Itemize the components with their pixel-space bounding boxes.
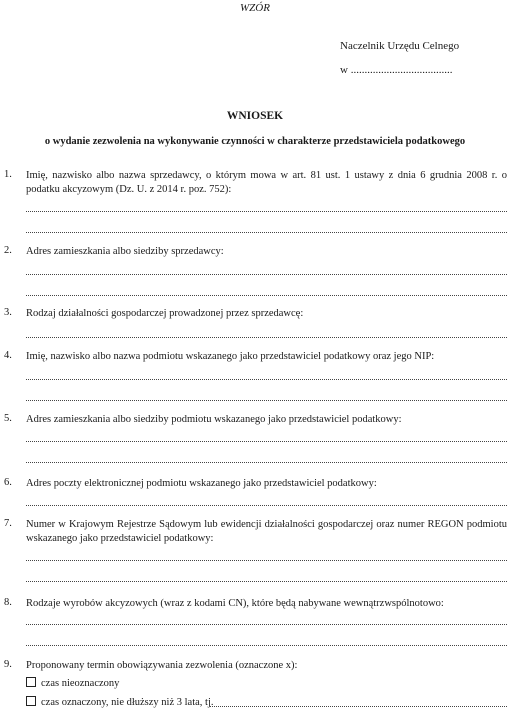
item-2-text: Adres zamieszkania albo siedziby sprzedawcy:	[26, 246, 224, 257]
item-8-number: 8.	[4, 597, 12, 608]
item-5-number: 5.	[4, 413, 12, 424]
item-1-number: 1.	[4, 169, 12, 180]
item-7-field-line-2[interactable]	[26, 581, 507, 583]
item-8-field-line-1[interactable]	[26, 624, 507, 626]
item-2-number: 2.	[4, 245, 12, 256]
checkbox-definite[interactable]	[26, 696, 36, 706]
item-2-field-line-2[interactable]	[26, 295, 507, 297]
item-5-field-line-2[interactable]	[26, 462, 507, 464]
item-9-number: 9.	[4, 659, 12, 670]
item-6-number: 6.	[4, 477, 12, 488]
addressee-location: w .....................................	[340, 64, 453, 76]
item-3-text: Rodzaj działalności gospodarczej prowadzonej przez sprzedawcę:	[26, 308, 304, 319]
item-8-text: Rodzaje wyrobów akcyzowych (wraz z kodami CN), które będą nabywane wewnątrzwspólnotowo:	[26, 598, 444, 609]
item-2-field-line-1[interactable]	[26, 274, 507, 276]
option-definite[interactable]	[26, 696, 214, 708]
item-1-field-line-2[interactable]	[26, 232, 507, 234]
item-3-field-line-1[interactable]	[26, 337, 507, 339]
item-1-field-line-1[interactable]	[26, 211, 507, 213]
item-7-text: Numer w Krajowym Rejestrze Sądowym lub ewidencji działalności gospodarczej oraz numer REGON podmiotu wskazanego jako przedstawiciel podatkowy:	[26, 519, 507, 544]
item-8-field-line-2[interactable]	[26, 645, 507, 647]
item-4-number: 4.	[4, 350, 12, 361]
item-9-text: Proponowany termin obowiązywania zezwolenia (oznaczone x):	[26, 660, 298, 671]
checkbox-indefinite[interactable]	[26, 677, 36, 687]
item-5-field-line-1[interactable]	[26, 441, 507, 443]
item-4-text: Imię, nazwisko albo nazwa podmiotu wskazanego jako przedstawiciel podatkowy oraz jego NIP:	[26, 351, 435, 362]
option-indefinite-label: czas nieoznaczony	[41, 678, 120, 689]
option-definite-label: czas oznaczony, nie dłuższy niż 3 lata, tj.	[41, 697, 214, 708]
item-1-text: Imię, nazwisko albo nazwa sprzedawcy, o którym mowa w art. 81 ust. 1 ustawy z dnia 6 grudnia 2008 r. o podatku akcyzowym (Dz. U. z 2014 r. poz. 752):	[26, 170, 507, 195]
addressee: Naczelnik Urzędu Celnego	[340, 40, 460, 52]
item-6-text: Adres poczty elektronicznej podmiotu wskazanego jako przedstawiciel podatkowy:	[26, 478, 377, 489]
option-indefinite[interactable]	[26, 677, 119, 689]
item-7-number: 7.	[4, 518, 12, 529]
item-7-field-line-1[interactable]	[26, 560, 507, 562]
item-6-field-line-1[interactable]	[26, 505, 507, 507]
template-label: WZÓR	[240, 2, 270, 14]
item-4-field-line-1[interactable]	[26, 379, 507, 381]
document-title: WNIOSEK	[226, 110, 284, 122]
item-3-number: 3.	[4, 307, 12, 318]
document-subtitle: o wydanie zezwolenia na wykonywanie czynności w charakterze przedstawiciela podatkowego	[44, 136, 466, 147]
item-4-field-line-2[interactable]	[26, 400, 507, 402]
item-5-text: Adres zamieszkania albo siedziby podmiotu wskazanego jako przedstawiciel podatkowy:	[26, 414, 402, 425]
